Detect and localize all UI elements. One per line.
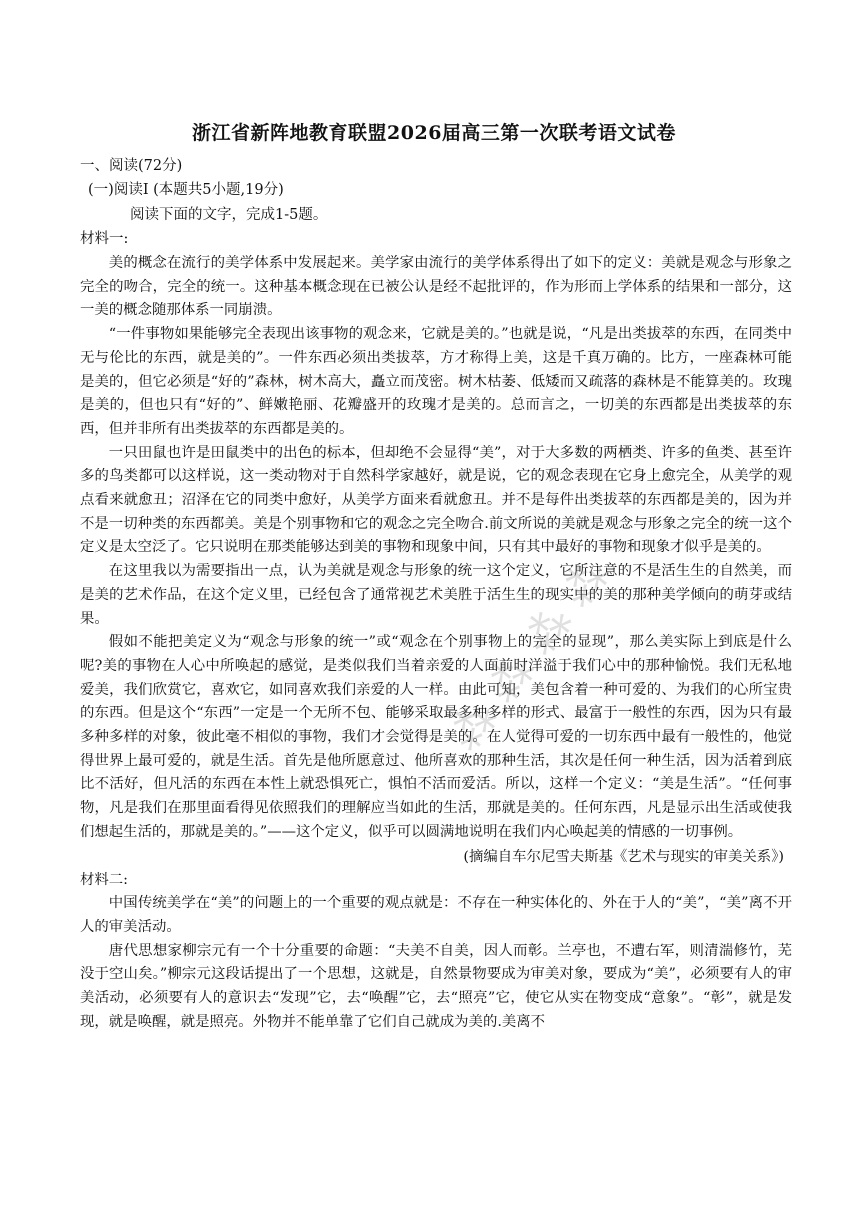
instruction-text: 阅读下面的文字，完成1-5题。: [130, 207, 328, 223]
material1-paragraph-2: “一件事物如果能够完全表现出该事物的观念来，它就是美的。”也就是说，“凡是出类拔萃的东西，在同类中无与伦比的东西，就是美的”。一件东西必须出类拔萃，方才称得上美，这是千真万确的。比方，一座森林可能是美的，但它必须是“好的”森林，树木高大，矗立而茂密。树木枯萎、低矮而又疏落的森林是不能算美的。玫瑰是美的，但也只有“好的”、鲜嫩艳丽、花瓣盛开的玫瑰才是美的。总而言之，一切美的东西都是出类拔萃的东西，但并非所有出类拔萃的东西都是美的。: [80, 326, 792, 437]
material2-label: 材料二:: [80, 871, 129, 888]
material1-label: 材料一:: [80, 231, 129, 247]
subsection-heading: (一)阅读Ⅰ (本题共5小题,19分): [88, 182, 284, 198]
material1-paragraph-5: 假如不能把美定义为“观念与形象的统一”或“观念在个别事物上的完全的显现”，那么美实际上到底是什么呢?美的事物在人心中所唤起的感觉，是类似我们当着亲爱的人面前时洋溢于我们心中的那种愉悦。我们无私地爱美，我们欣赏它，喜欢它，如同喜欢我们亲爱的人一样。由此可知，美包含着一种可爱的、为我们的心所宝贵的东西。但是这个“东西”一定是一个无所不包、能够采取最多种多样的形式、最富于一般性的东西，因为只有最多种多样的对象，彼此毫不相似的事物，我们才会觉得是美的。在人觉得可爱的一切东西中最有一般性的，他觉得世界上最可爱的，就是生活。首先是他所愿意过、他所喜欢的那种生活，其次是任何一种生活，因为活着到底比不活好，但凡活的东西在本性上就恐惧死亡，惧怕不活而爱活。所以，这样一个定义：“美是生活”。“任何事物，凡是我们在那里面看得见依照我们的理解应当如此的生活，那就是美的。任何东西，凡是显示出生活或使我们想起生活的，那就是美的。”——这个定义，似乎可以圆满地说明在我们内心唤起美的情感的一切事例。: [80, 634, 792, 840]
material1-paragraph-4: 在这里我以为需要指出一点，认为美就是观念与形象的统一这个定义，它所注意的不是活生生的自然美，而是美的艺术作品，在这个定义里，已经包含了通常视艺术美胜于活生生的现实中的美的那种美学倾向的萌芽或结果。: [80, 563, 792, 627]
material2-paragraph-1: 中国传统美学在“美”的问题上的一个重要的观点就是：不存在一种实体化的、外在于人的“美”，“美”离不开人的审美活动。: [80, 895, 792, 935]
material1-source: (摘编自车尔尼雪夫斯基《艺术与现实的审美关系》): [463, 848, 784, 865]
section-heading: 一、阅读(72分): [80, 158, 183, 174]
watermark-stamp: ⁂ ⁂ ⁂ ⁂: [437, 547, 621, 761]
material2-paragraph-2: 唐代思想家柳宗元有一个十分重要的命题：“夫美不自美，因人而彰。兰亭也，不遭右军，则清湍修竹，芜没于空山矣。”柳宗元这段话提出了一个思想，这就是，自然景物要成为审美对象，要成为“美”，必须要有人的审美活动，必须要有人的意识去“发现”它，去“唤醒”它，去“照亮”它，使它从实在物变成“意象”。“彰”，就是发现，就是唤醒，就是照亮。外物并不能单靠了它们自己就成为美的.美离不: [80, 942, 792, 1030]
exam-body: [80, 252, 792, 1035]
material1-paragraph-1: 美的概念在流行的美学体系中发展起来。美学家由流行的美学体系得出了如下的定义：美就是观念与形象之完全的吻合，完全的统一。这种基本概念现在已被公认是经不起批评的，作为形而上学体系的结果和一部分，这一美的概念随那体系一同崩溃。: [80, 255, 792, 319]
material1-paragraph-3: 一只田鼠也许是田鼠类中的出色的标本，但却绝不会显得“美”，对于大多数的两栖类、许多的鱼类、甚至许多的鸟类都可以这样说，这一类动物对于自然科学家越好，就是说，它的观念表现在它身上愈完全，从美学的观点看来就愈丑；沼泽在它的同类中愈好，从美学方面来看就愈丑。并不是每件出类拔萃的东西都是美的，因为并不是一切种类的东西都美。美是个别事物和它的观念之完全吻合.前文所说的美就是观念与形象之完全的统一这个定义是太空泛了。它只说明在那类能够达到美的事物和现象中间，只有其中最好的事物和现象才似乎是美的。: [80, 444, 792, 556]
exam-title: 浙江省新阵地教育联盟2026届高三第一次联考语文试卷: [192, 122, 676, 144]
